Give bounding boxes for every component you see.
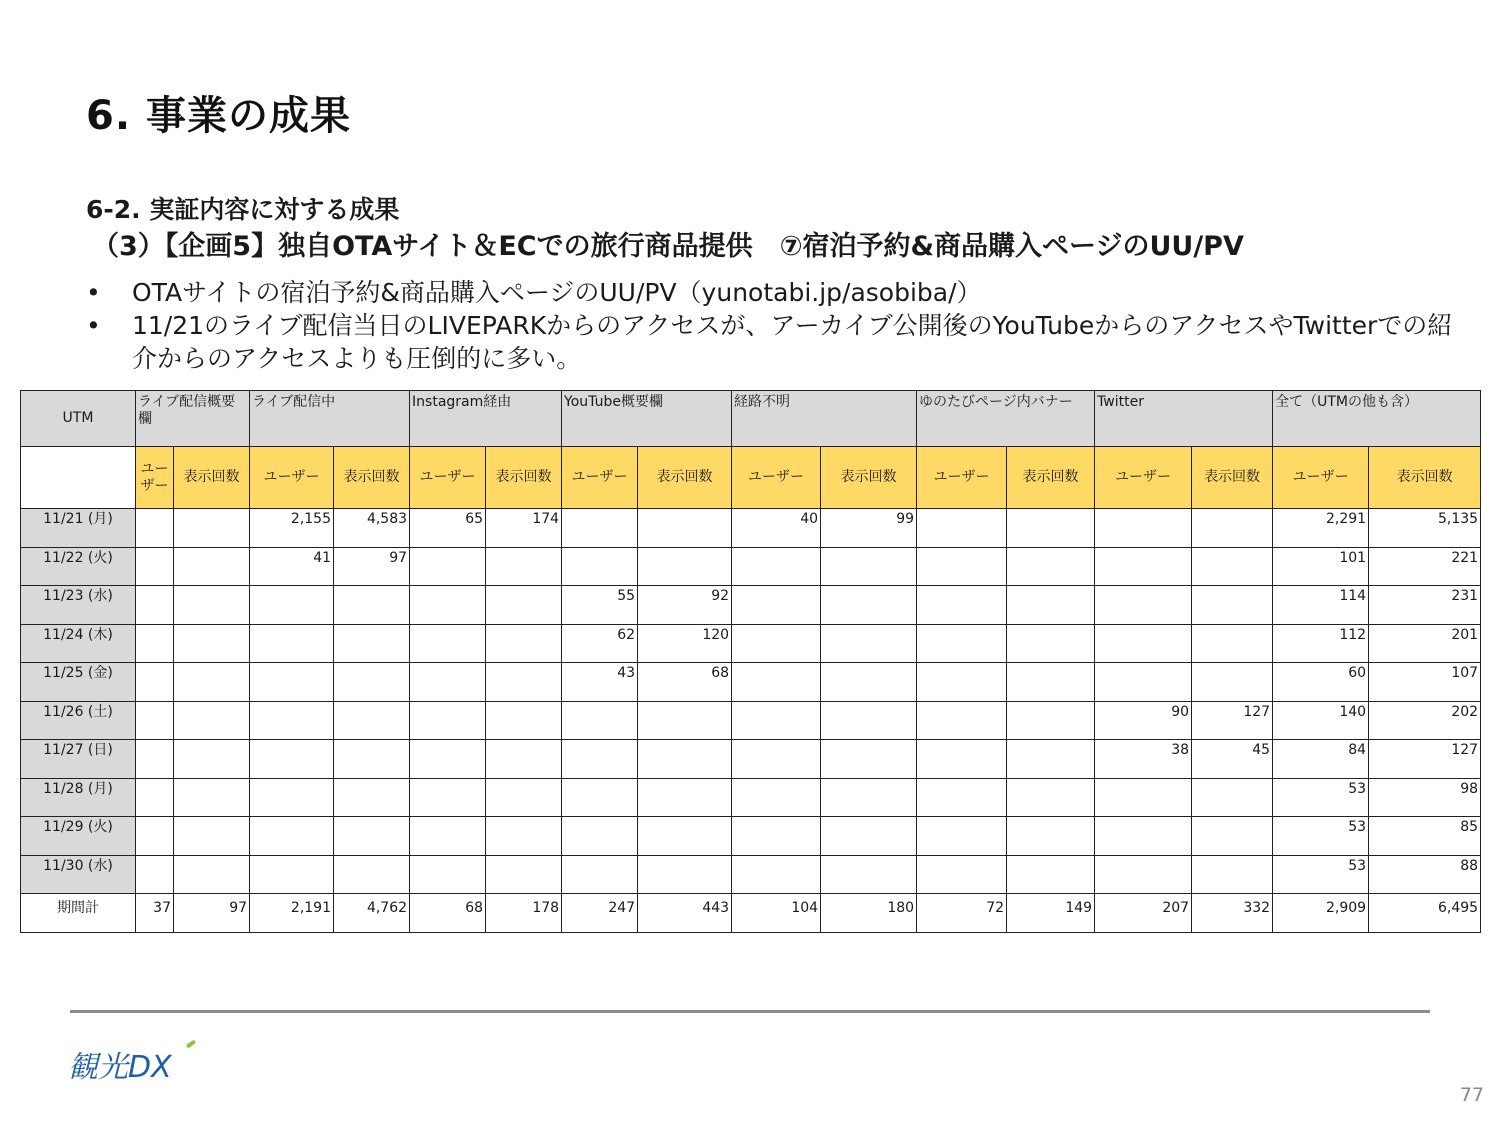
- table-row-date: 11/22 (火): [21, 547, 136, 586]
- table-subheader-row: [21, 447, 1481, 509]
- table-cell: 201: [1369, 624, 1481, 663]
- table-cell: [562, 740, 638, 779]
- table-cell: [562, 509, 638, 548]
- table-group-header: ライブ配信概要欄: [136, 391, 250, 447]
- table-cell: [1192, 509, 1273, 548]
- table-cell: [562, 855, 638, 894]
- table-cell: [136, 624, 174, 663]
- table-cell: 97: [334, 547, 410, 586]
- table-cell: [638, 817, 732, 856]
- table-cell: 40: [732, 509, 821, 548]
- table-row-date: 11/29 (火): [21, 817, 136, 856]
- table-cell: [250, 855, 334, 894]
- table-cell: [136, 778, 174, 817]
- table-total-cell: 6,495: [1369, 894, 1481, 933]
- table-subheader: 表示回数: [486, 447, 562, 509]
- table-corner-header: UTM: [21, 391, 136, 447]
- table-row: [21, 778, 1481, 817]
- table-cell: 92: [638, 586, 732, 625]
- table-cell: [821, 547, 917, 586]
- table-cell: [821, 855, 917, 894]
- table-cell: [638, 740, 732, 779]
- table-cell: [250, 586, 334, 625]
- table-cell: [1095, 586, 1192, 625]
- table-cell: [821, 778, 917, 817]
- logo: [68, 1042, 198, 1086]
- table-total-cell: 104: [732, 894, 821, 933]
- table-total-label: 期間計: [21, 894, 136, 933]
- table-cell: 68: [638, 663, 732, 702]
- table-cell: [917, 855, 1007, 894]
- table-cell: [821, 740, 917, 779]
- table-cell: 5,135: [1369, 509, 1481, 548]
- table-row: [21, 509, 1481, 548]
- table-cell: [732, 624, 821, 663]
- table-subheader: 表示回数: [1369, 447, 1481, 509]
- table-cell: [250, 701, 334, 740]
- table-cell: 88: [1369, 855, 1481, 894]
- table-row: [21, 547, 1481, 586]
- table-subheader: 表示回数: [638, 447, 732, 509]
- table-cell: [174, 740, 250, 779]
- table-cell: [410, 778, 486, 817]
- table-subheader: ユーザー: [410, 447, 486, 509]
- table-cell: [486, 547, 562, 586]
- table-total-cell: 37: [136, 894, 174, 933]
- table-subheader: ユーザー: [732, 447, 821, 509]
- table-cell: [1192, 663, 1273, 702]
- table-cell: [1007, 509, 1095, 548]
- table-total-cell: 2,909: [1273, 894, 1369, 933]
- table-cell: [250, 817, 334, 856]
- table-row: [21, 817, 1481, 856]
- table-cell: 62: [562, 624, 638, 663]
- table-cell: 85: [1369, 817, 1481, 856]
- table-cell: [732, 855, 821, 894]
- table-total-cell: 72: [917, 894, 1007, 933]
- table-cell: [174, 547, 250, 586]
- table-row-date: 11/27 (日): [21, 740, 136, 779]
- table-cell: [1095, 778, 1192, 817]
- table-cell: 231: [1369, 586, 1481, 625]
- utm-access-table: [20, 390, 1481, 933]
- table-cell: [250, 624, 334, 663]
- table-row: [21, 701, 1481, 740]
- table-row-date: 11/21 (月): [21, 509, 136, 548]
- table-cell: [1095, 547, 1192, 586]
- section-subtitle: 6-2. 実証内容に対する成果: [86, 195, 400, 224]
- table-cell: [486, 740, 562, 779]
- table-cell: [410, 624, 486, 663]
- table-subheader: ユーザー: [136, 447, 174, 509]
- table-row-date: 11/25 (金): [21, 663, 136, 702]
- table-row-date: 11/30 (水): [21, 855, 136, 894]
- table-total-cell: 207: [1095, 894, 1192, 933]
- table-cell: [136, 740, 174, 779]
- table-cell: [486, 778, 562, 817]
- table-cell: 101: [1273, 547, 1369, 586]
- table-cell: [334, 586, 410, 625]
- table-cell: [821, 663, 917, 702]
- table-cell: [1007, 586, 1095, 625]
- table-cell: [1192, 624, 1273, 663]
- table-cell: [732, 817, 821, 856]
- table-cell: [1007, 778, 1095, 817]
- table-cell: [486, 855, 562, 894]
- table-cell: [1192, 817, 1273, 856]
- table-cell: 53: [1273, 855, 1369, 894]
- table-cell: 55: [562, 586, 638, 625]
- table-row: [21, 855, 1481, 894]
- table-cell: [174, 586, 250, 625]
- table-cell: [638, 855, 732, 894]
- table-cell: [136, 586, 174, 625]
- table-cell: [410, 547, 486, 586]
- table-cell: [334, 778, 410, 817]
- table-cell: 107: [1369, 663, 1481, 702]
- table-cell: [174, 855, 250, 894]
- table-group-header: Instagram経由: [410, 391, 562, 447]
- table-cell: 4,583: [334, 509, 410, 548]
- table-cell: [1007, 701, 1095, 740]
- page-title: 6. 事業の成果: [86, 93, 351, 139]
- table-subheader: 表示回数: [821, 447, 917, 509]
- table-subheader: 表示回数: [1007, 447, 1095, 509]
- table-cell: [174, 701, 250, 740]
- table-cell: [334, 701, 410, 740]
- table-cell: [1095, 817, 1192, 856]
- table-cell: 2,291: [1273, 509, 1369, 548]
- table-total-cell: 68: [410, 894, 486, 933]
- table-subheader: ユーザー: [562, 447, 638, 509]
- table-cell: [1007, 855, 1095, 894]
- table-cell: [732, 701, 821, 740]
- table-cell: 60: [1273, 663, 1369, 702]
- table-cell: [638, 509, 732, 548]
- table-cell: [917, 624, 1007, 663]
- table-group-header: ゆのたびページ内バナー: [917, 391, 1095, 447]
- table-cell: [136, 817, 174, 856]
- table-cell: [334, 740, 410, 779]
- table-cell: [334, 817, 410, 856]
- table-cell: [1192, 586, 1273, 625]
- table-cell: [174, 509, 250, 548]
- table-total-cell: 2,191: [250, 894, 334, 933]
- leaf-icon: [186, 1039, 196, 1048]
- table-cell: 112: [1273, 624, 1369, 663]
- table-cell: 53: [1273, 817, 1369, 856]
- table-cell: [250, 778, 334, 817]
- table-cell: 43: [562, 663, 638, 702]
- table-cell: 221: [1369, 547, 1481, 586]
- table-cell: [174, 817, 250, 856]
- table-subheader: 表示回数: [1192, 447, 1273, 509]
- table-cell: [917, 509, 1007, 548]
- table-total-cell: 443: [638, 894, 732, 933]
- table-subheader: ユーザー: [1095, 447, 1192, 509]
- table-total-cell: 247: [562, 894, 638, 933]
- bullet-dot-icon: •: [86, 278, 101, 307]
- table-cell: 41: [250, 547, 334, 586]
- table-cell: 98: [1369, 778, 1481, 817]
- table-cell: [1007, 817, 1095, 856]
- bullet-item: [86, 309, 1466, 375]
- table-cell: [136, 701, 174, 740]
- bullet-text: OTAサイトの宿泊予約&商品購入ページのUU/PV（yunotabi.jp/asobiba/）: [132, 278, 982, 307]
- table-cell: [486, 817, 562, 856]
- logo-text: 観光DX: [68, 1050, 172, 1085]
- table-cell: [821, 701, 917, 740]
- table-row-date: 11/24 (木): [21, 624, 136, 663]
- table-cell: 127: [1369, 740, 1481, 779]
- table-cell: [917, 778, 1007, 817]
- table-cell: [732, 547, 821, 586]
- table-cell: [821, 817, 917, 856]
- table-cell: [334, 663, 410, 702]
- table-cell: [1192, 855, 1273, 894]
- table-cell: 53: [1273, 778, 1369, 817]
- table-cell: [486, 624, 562, 663]
- table-cell: [732, 778, 821, 817]
- table-subheader: 表示回数: [174, 447, 250, 509]
- table-cell: 99: [821, 509, 917, 548]
- table-cell: 114: [1273, 586, 1369, 625]
- table-cell: [410, 855, 486, 894]
- table-cell: [410, 701, 486, 740]
- table-cell: 45: [1192, 740, 1273, 779]
- table-cell: 174: [486, 509, 562, 548]
- table-cell: [917, 663, 1007, 702]
- table-cell: [410, 740, 486, 779]
- table-cell: [1007, 663, 1095, 702]
- table-cell: [174, 778, 250, 817]
- table-row: [21, 624, 1481, 663]
- table-cell: 2,155: [250, 509, 334, 548]
- table-subheader: ユーザー: [917, 447, 1007, 509]
- table-cell: [562, 778, 638, 817]
- table-cell: [562, 817, 638, 856]
- table-cell: [486, 663, 562, 702]
- table-cell: [136, 547, 174, 586]
- table-cell: [917, 740, 1007, 779]
- table-total-cell: 332: [1192, 894, 1273, 933]
- table-group-header: 経路不明: [732, 391, 917, 447]
- table-cell: [732, 586, 821, 625]
- table-cell: [334, 855, 410, 894]
- table-group-header: YouTube概要欄: [562, 391, 732, 447]
- table-cell: [136, 663, 174, 702]
- table-cell: [410, 586, 486, 625]
- table-total-cell: 97: [174, 894, 250, 933]
- footer-divider: [70, 1010, 1430, 1013]
- table-cell: [917, 586, 1007, 625]
- table-cell: [1007, 740, 1095, 779]
- table-cell: [917, 817, 1007, 856]
- table-group-header: 全て（UTMの他も含）: [1273, 391, 1481, 447]
- table-group-header: Twitter: [1095, 391, 1273, 447]
- table-cell: [174, 624, 250, 663]
- table-total-cell: 4,762: [334, 894, 410, 933]
- table-cell: [917, 701, 1007, 740]
- table-cell: 84: [1273, 740, 1369, 779]
- page-number: 77: [1459, 1084, 1484, 1106]
- bullet-dot-icon: •: [86, 311, 101, 340]
- table-cell: [250, 740, 334, 779]
- table-cell: [1192, 547, 1273, 586]
- table-cell: [1007, 624, 1095, 663]
- table-group-header: ライブ配信中: [250, 391, 410, 447]
- table-cell: 127: [1192, 701, 1273, 740]
- table-cell: [136, 855, 174, 894]
- table-subheader: ユーザー: [250, 447, 334, 509]
- table-cell: [1192, 778, 1273, 817]
- table-subheader-blank: [21, 447, 136, 509]
- section-heading: （3）【企画5】独自OTAサイト＆ECでの旅行商品提供 ⑦宿泊予約&商品購入ページのUU/PV: [92, 231, 1244, 262]
- table-cell: [821, 624, 917, 663]
- table-subheader: ユーザー: [1273, 447, 1369, 509]
- bullet-item: [86, 276, 1466, 309]
- table-cell: [334, 624, 410, 663]
- table-cell: [1095, 624, 1192, 663]
- table-cell: [1095, 855, 1192, 894]
- table-cell: [410, 817, 486, 856]
- table-cell: [250, 663, 334, 702]
- table-cell: [638, 547, 732, 586]
- table-cell: [917, 547, 1007, 586]
- table-row: [21, 663, 1481, 702]
- table-cell: [562, 547, 638, 586]
- table-row: [21, 586, 1481, 625]
- table-cell: 120: [638, 624, 732, 663]
- table-row: [21, 740, 1481, 779]
- table-total-cell: 149: [1007, 894, 1095, 933]
- table-cell: [821, 586, 917, 625]
- table-cell: [410, 663, 486, 702]
- bullet-list: [86, 276, 1466, 375]
- table-cell: [1095, 509, 1192, 548]
- table-cell: [638, 701, 732, 740]
- table-total-cell: 178: [486, 894, 562, 933]
- table-cell: [1007, 547, 1095, 586]
- table-row-date: 11/26 (土): [21, 701, 136, 740]
- table-row-date: 11/28 (月): [21, 778, 136, 817]
- table-cell: [732, 663, 821, 702]
- table-total-cell: 180: [821, 894, 917, 933]
- table-cell: [486, 586, 562, 625]
- table-cell: [1095, 663, 1192, 702]
- table-cell: 38: [1095, 740, 1192, 779]
- table-total-row: [21, 894, 1481, 933]
- table-cell: [638, 778, 732, 817]
- table-cell: 140: [1273, 701, 1369, 740]
- table-row-date: 11/23 (水): [21, 586, 136, 625]
- table-cell: [486, 701, 562, 740]
- table-cell: [136, 509, 174, 548]
- bullet-text: 11/21のライブ配信当日のLIVEPARKからのアクセスが、アーカイブ公開後のYouTubeからのアクセスやTwitterでの紹介からのアクセスよりも圧倒的に多い。: [132, 311, 1453, 373]
- table-cell: 65: [410, 509, 486, 548]
- table-cell: 202: [1369, 701, 1481, 740]
- table-cell: [732, 740, 821, 779]
- table-cell: 90: [1095, 701, 1192, 740]
- table-subheader: 表示回数: [334, 447, 410, 509]
- table-cell: [174, 663, 250, 702]
- table-cell: [562, 701, 638, 740]
- table-group-header-row: [21, 391, 1481, 447]
